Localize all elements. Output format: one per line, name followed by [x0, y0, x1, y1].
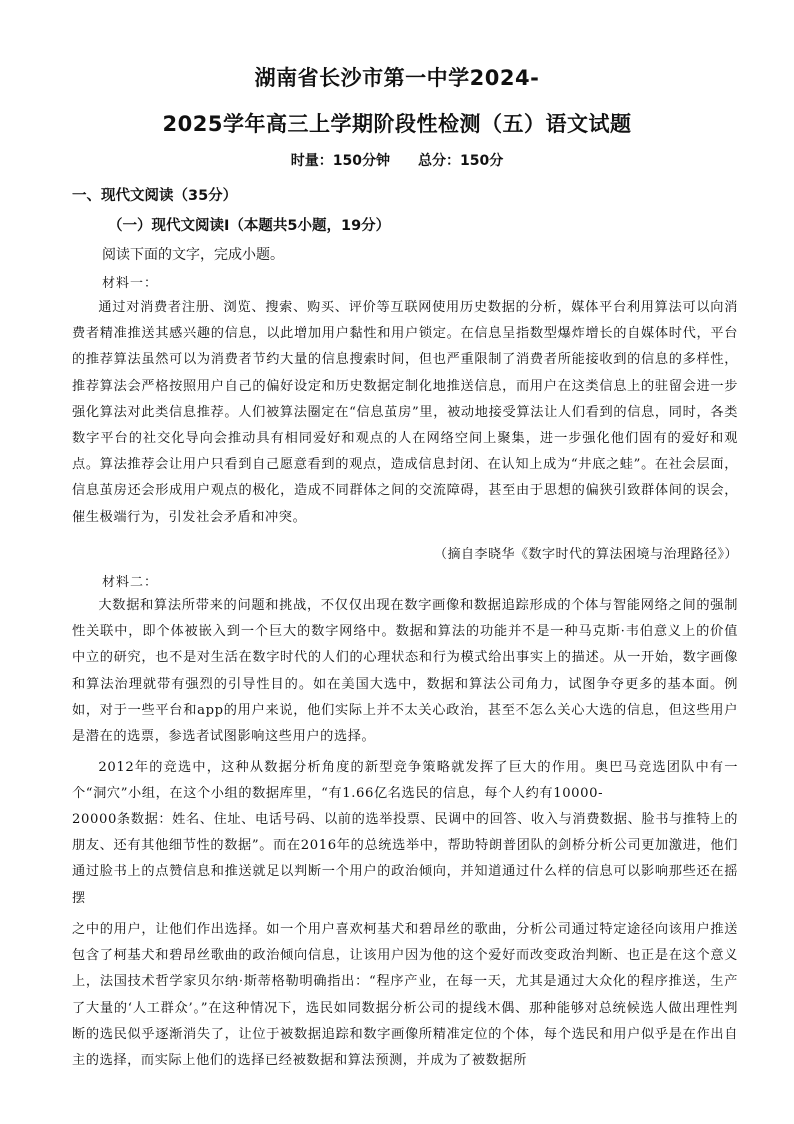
material-1-label: 材料一： — [102, 276, 159, 291]
subsection-heading: （一）现代文阅读Ⅰ（本题共5小题，19分） — [108, 218, 391, 234]
exam-meta — [0, 150, 794, 170]
material-2-paragraph-1: 大数据和算法所带来的问题和挑战，不仅仅出现在数字画像和数据追踪形成的个体与智能网络之间的强制性关联中，即个体被嵌入到一个巨大的数字网络中。数据和算法的功能并不是一种马克斯·韦伯意义上的价值中立的研究，也不是对生活在数字时代的人们的心理状态和行为模式给出事实上的描述。从一开始，数字画像和算法治理就带有强烈的引导性目的。如在美国大选中，数据和算法公司角力，试图争夺更多的基本面。例如，对于一些平台和app的用户来说，他们实际上并不太关心政治，甚至不怎么关心大选的信息，但这些用户是潜在的选票，参选者试图影响这些用户的选择。 — [72, 598, 738, 745]
material-1-source: （摘自李晓华《数字时代的算法困境与治理路径》） — [433, 547, 738, 562]
instruction: 阅读下面的文字，完成小题。 — [102, 247, 284, 263]
material-1-text: 通过对消费者注册、浏览、搜索、购买、评价等互联网使用历史数据的分析，媒体平台利用算法可以向消费者精准推送其感兴趣的信息，以此增加用户黏性和用户锁定。在信息呈指数型爆炸增长的自媒体时代，平台的推荐算法虽然可以为消费者节约大量的信息搜索时间，但也严重限制了消费者所能接收到的信息的多样性，推荐算法会严格按照用户自己的偏好设定和历史数据定制化地推送信息，而用户在这类信息上的驻留会进一步强化算法对此类信息推荐。人们被算法圈定在“信息茧房”里，被动地接受算法让人们看到的信息，同时，各类数字平台的社交化导向会推动具有相同爱好和观点的人在网络空间上聚集，进一步强化他们固有的爱好和观点。算法推荐会让用户只看到自己愿意看到的观点，造成信息封闭、在认知上成为“井底之蛙”。在社会层面，信息茧房还会形成用户观点的极化，造成不同群体之间的交流障碍，甚至由于思想的偏狭引致群体间的误会，催生极端行为，引发社会矛盾和冲突。 — [72, 300, 738, 525]
material-2-label: 材料二： — [102, 575, 159, 590]
exam-score: 总分：150分 — [418, 153, 504, 169]
exam-time: 时量：150分钟 — [290, 153, 390, 169]
section-heading: 一、现代文阅读（35分） — [72, 188, 238, 204]
material-2-paragraph-2b: 20000条数据：姓名、住址、电话号码、以前的选举投票、民调中的回答、收入与消费数据、脸书与推特上的朋友、还有其他细节性的数据”。而在2016年的总统选举中，帮助特朗普团队的剑桥分析公司更加激进，他们通过脸书上的点赞信息和推送就足以判断一个用户的政治倾向，并知道通过什么样的信息可以影响那些还在摇摆 — [72, 812, 738, 906]
material-2-paragraph-2c: 之中的用户，让他们作出选择。如一个用户喜欢柯基犬和碧昂丝的歌曲，分析公司通过特定途径向该用户推送包含了柯基犬和碧昂丝歌曲的政治倾向信息，让该用户因为他的这个爱好而改变政治判断、也正是在这个意义上，法国技术哲学家贝尔纳·斯蒂格勒明确指出：“程序产业，在每一天，尤其是通过大众化的程序推送，生产了大量的‘人工群众’。”在这种情况下，选民如同数据分析公司的提线木偶、那种能够对总统候选人做出理性判断的选民似乎逐渐消失了，让位于被数据追踪和数字画像所精准定位的个体，每个选民和用户似乎是在作出自主的选择，而实际上他们的选择已经被数据和算法预测，并成为了被数据所 — [72, 922, 738, 1069]
material-2-paragraph-2a: 2012年的竞选中，这种从数据分析角度的新型竞争策略就发挥了巨大的作用。奥巴马竞选团队中有一个“洞穴”小组，在这个小组的数据库里，“有1.66亿名选民的信息，每个人约有10000- — [72, 760, 738, 802]
title-line-2: 2025学年高三上学期阶段性检测（五）语文试题 — [162, 112, 632, 136]
title-line-1: 湖南省长沙市第一中学2024- — [254, 66, 540, 90]
